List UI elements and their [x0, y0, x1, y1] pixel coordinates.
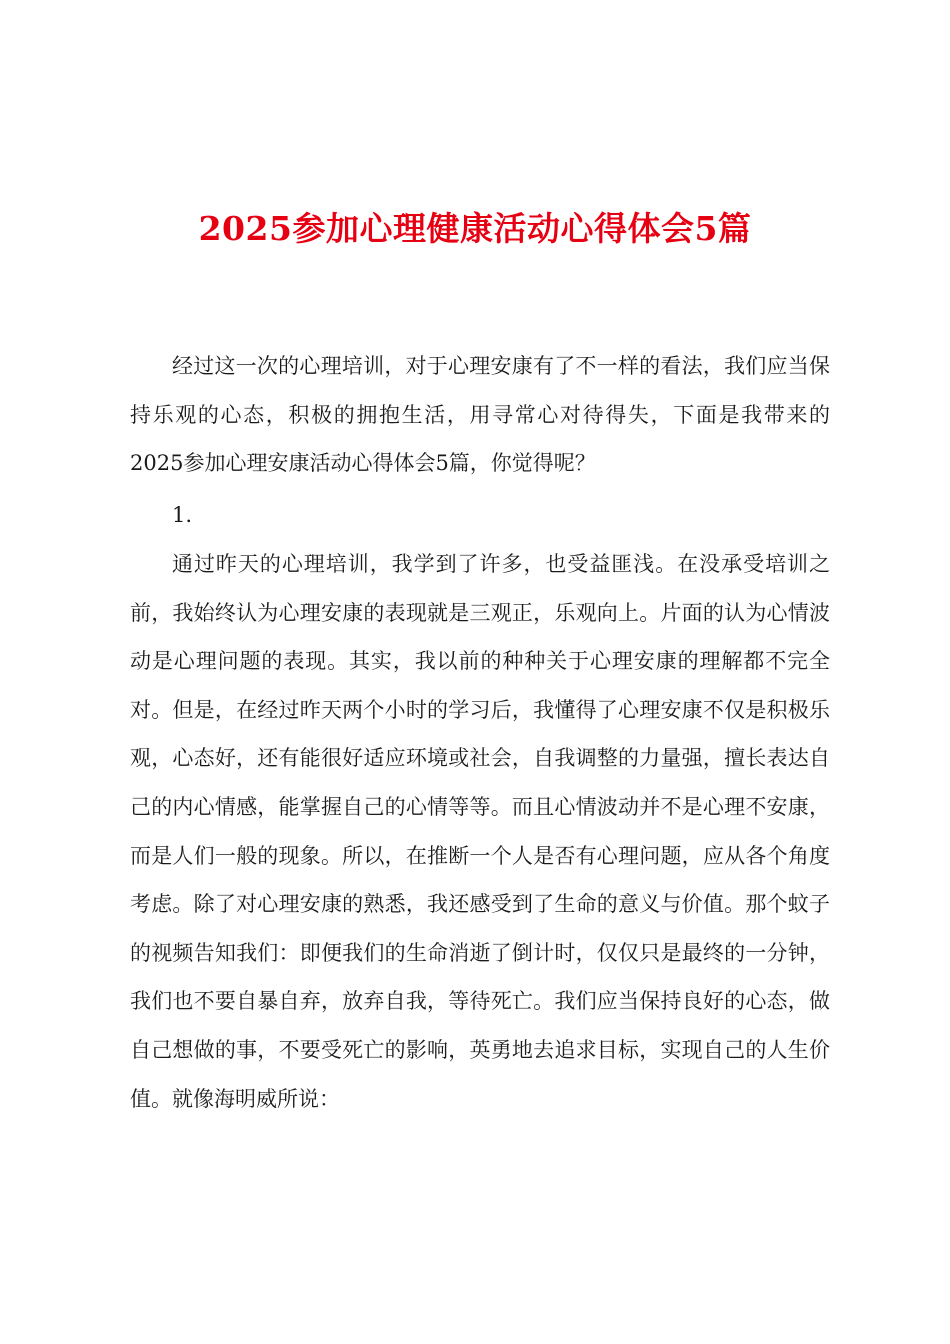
section-number: 1.: [172, 503, 193, 527]
section-number-block: [130, 491, 830, 540]
intro-paragraph: 经过这一次的心理培训，对于心理安康有了不一样的看法，我们应当保持乐观的心态，积极的拥抱生活，用寻常心对待得失，下面是我带来的2025参加心理安康活动心得体会5篇，你觉得呢？: [130, 354, 830, 476]
intro-block: [130, 342, 830, 488]
document-title: 2025参加心理健康活动心得体会5篇: [198, 209, 752, 249]
content-block: [130, 540, 830, 1123]
body-paragraph: 通过昨天的心理培训，我学到了许多，也受益匪浅。在没承受培训之前，我始终认为心理安康的表现就是三观正，乐观向上。片面的认为心情波动是心理问题的表现。其实，我以前的种种关于心理安康的理解都不完全对。但是，在经过昨天两个小时的学习后，我懂得了心理安康不仅是积极乐观，心态好，还有能很好适应环境或社会，自我调整的力量强，擅长表达自己的内心情感，能掌握自己的心情等等。而且心情波动并不是心理不安康，而是人们一般的现象。所以，在推断一个人是否有心理问题，应从各个角度考虑。除了对心理安康的熟悉，我还感受到了生命的意义与价值。那个蚊子的视频告知我们：即便我们的生命消逝了倒计时，仅仅只是最终的一分钟，我们也不要自暴自弃，放弃自我，等待死亡。我们应当保持良好的心态，做自己想做的事，不要受死亡的影响，英勇地去追求目标，实现自己的人生价值。就像海明威所说：: [130, 552, 830, 1111]
